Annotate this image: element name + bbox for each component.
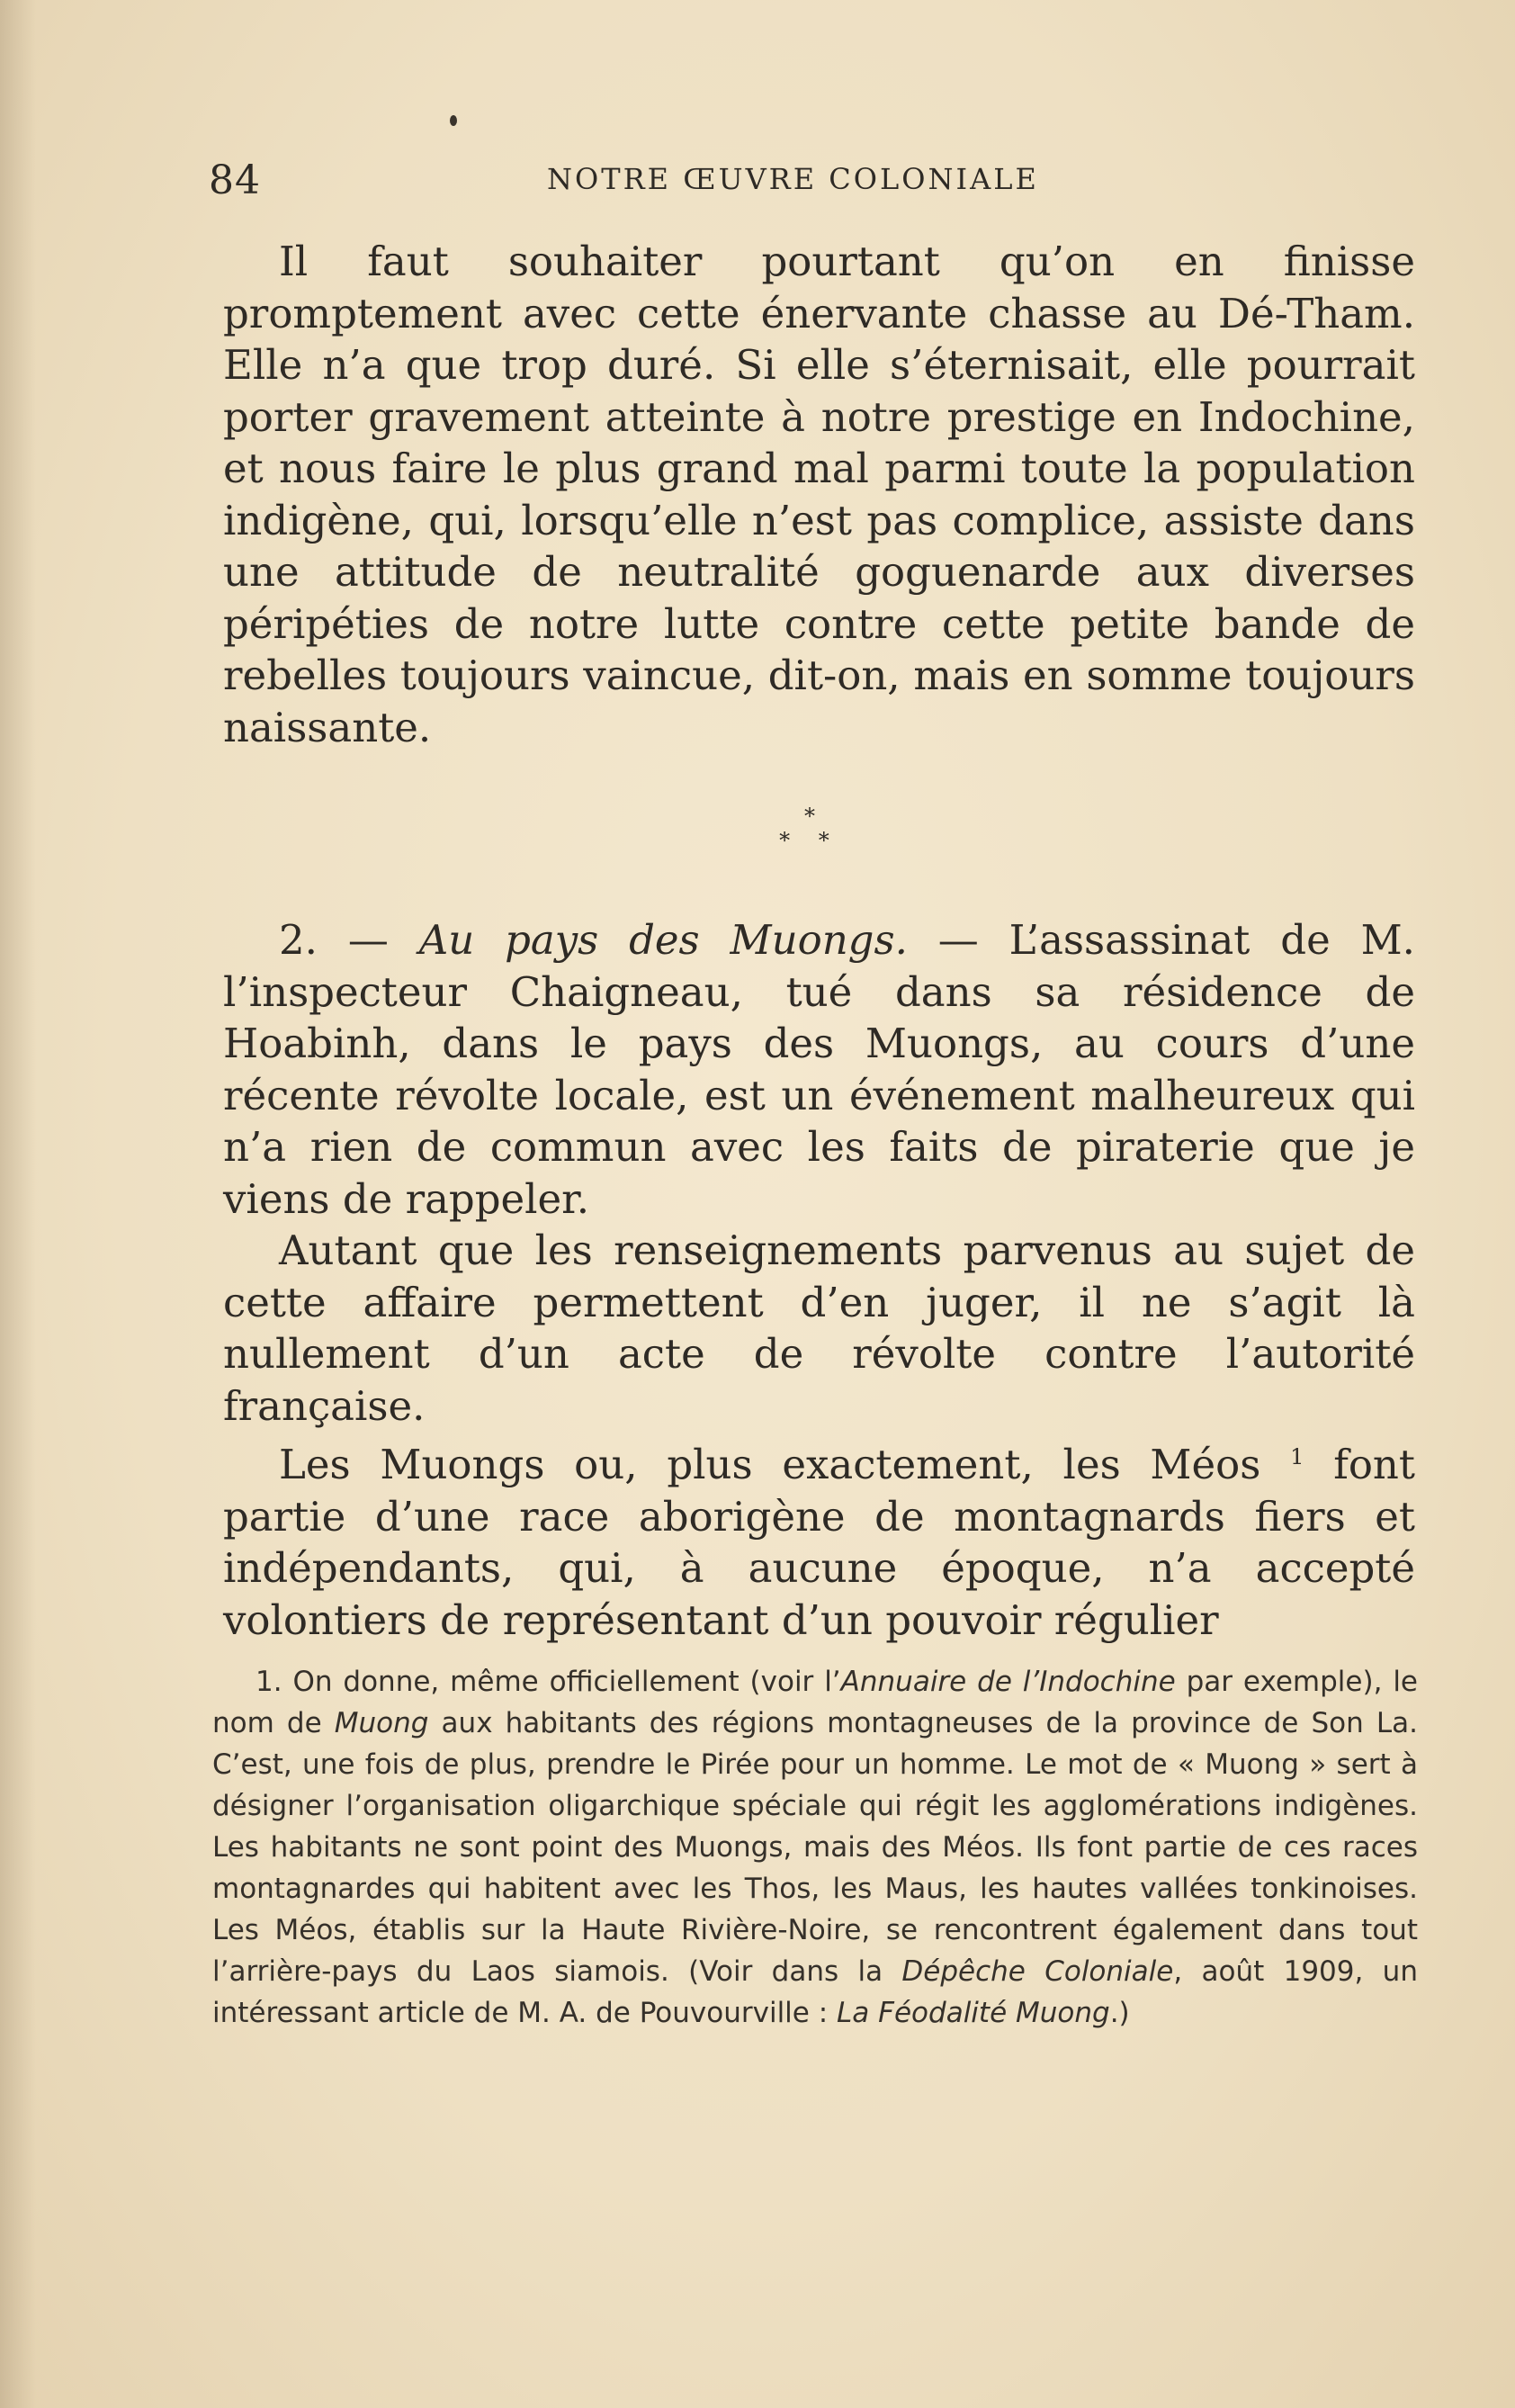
section-2-block [223,914,1415,1646]
page-number: 84 [209,157,261,203]
print-mark [450,115,457,126]
section-2-paragraph-1 [223,914,1415,1225]
section-2-paragraph-3 [223,1432,1415,1646]
footnote-italic-3: Dépêche Coloniale [901,1955,1174,1988]
footnote-part-3: aux habitants des régions montagneuses de la province de Son La. C’est, une fois de plus, prendre le Pirée pour un homme. Le mot de « Muong » sert à désigner l’organisation oligarchique spéciale qui régit les agglomérations indigènes. Les habitants ne sont point des Muongs, mais des Méos. Ils font partie de ces races montagnardes qui habitent avec les Thos, les Maus, les hautes vallées tonkinoises. Les Méos, établis sur la Haute Rivière-Noire, se rencontrent également dans tout l’arrière-pays du Laos siamois. (Voir dans la [212,1707,1418,1988]
running-head: NOTRE ŒUVRE COLONIALE [547,162,1039,196]
footnote-italic-1: Annuaire de l’Indochine [840,1666,1176,1698]
footnote-marker: 1 [1290,1444,1304,1469]
section-title: Au pays des Muongs. [418,916,908,964]
paragraph-3-rest: font partie d’une race aborigène de montagnards fiers et indépendants, qui, à aucune époque, n’a accepté volontiers de représentant d’un pouvoir régulier [223,1441,1416,1644]
footnote-part-1: 1. On donne, même officiellement (voir l’ [255,1666,841,1698]
paragraph-1: Il faut souhaiter pourtant qu’on en finisse promptement avec cette énervante chasse au Dé-Tham. Elle n’a que trop duré. Si elle s’éternisait, elle pourrait porter gravement atteinte à notre prestige en Indochine, et nous faire le plus grand mal parmi toute la population indigène, qui, lorsqu’elle n’est pas complice, assiste dans une attitude de neutralité goguenarde aux diverses péripéties de notre lutte contre cette petite bande de rebelles toujours vaincue, dit-on, mais en somme toujours naissante. [223,238,1415,751]
section-lead-text: — L’assassinat de M. l’inspecteur Chaigneau, tué dans sa résidence de Hoabinh, dans le pays des Muongs, au cours d’une récente révolte locale, est un événement malheureux qui n’a rien de commun avec les faits de piraterie que je viens de rappeler. [223,916,1415,1223]
footnote-italic-4: La Féodalité Muong [837,1997,1110,2029]
binding-shadow [0,0,36,2408]
body-text-block [223,236,1415,753]
footnote-part-5: .) [1109,1997,1130,2029]
footnote-italic-2: Muong [334,1707,429,1739]
asterism-top: * [804,804,815,829]
paragraph-3-start: Les Muongs ou, plus exactement, les Méos [279,1441,1261,1488]
footnote [212,1661,1418,2034]
asterism-bottom: * * [779,828,840,853]
footnote-text [212,1661,1418,2034]
section-number: 2. — [279,916,389,964]
footnote-part-4: , août 1909, un intéressant article de M. A. de Pouvourville : [212,1955,1418,2029]
footnote-part-2: par exemple), le nom de [212,1666,1419,1739]
section-2-paragraph-2: Autant que les renseignements parvenus au sujet de cette affaire permettent d’en juger, il ne s’agit là nullement d’un acte de révolte contre l’autorité française. [223,1226,1415,1430]
